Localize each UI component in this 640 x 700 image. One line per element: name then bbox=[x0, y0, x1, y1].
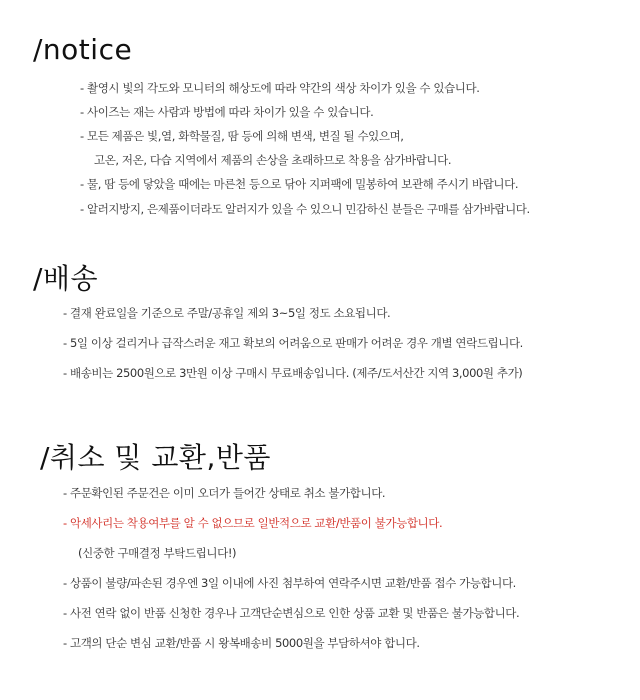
notice-line-6: - 알러지방지, 은제품이더라도 알러지가 있을 수 있으니 민감하신 분들은 구매를 삼가바랍니다. bbox=[80, 202, 530, 216]
notice-line-4: 고온, 저온, 다습 지역에서 제품의 손상을 초래하므로 착용을 삼가바랍니다. bbox=[94, 153, 452, 167]
returns-line-5: - 사전 연락 없이 반품 신청한 경우나 고객단순변심으로 인한 상품 교환 및 반품은 불가능합니다. bbox=[63, 606, 520, 620]
shipping-line-2: - 5일 이상 걸리거나 급작스러운 재고 확보의 어려움으로 판매가 어려운 경우 개별 연락드립니다. bbox=[63, 336, 523, 350]
returns-line-6: - 고객의 단순 변심 교환/반품 시 왕복배송비 5000원을 부담하셔야 합니다. bbox=[63, 636, 420, 650]
notice-line-2: - 사이즈는 재는 사람과 방법에 따라 차이가 있을 수 있습니다. bbox=[80, 105, 374, 119]
notice-heading: /notice bbox=[33, 33, 133, 66]
returns-line-3: (신중한 구매결정 부탁드립니다!) bbox=[78, 546, 237, 560]
shipping-line-1: - 결재 완료일을 기준으로 주말/공휴일 제외 3~5일 정도 소요됩니다. bbox=[63, 306, 391, 320]
notice-line-5: - 물, 땀 등에 닿았을 때에는 마른천 등으로 닦아 지퍼팩에 밀봉하여 보관해 주시기 바랍니다. bbox=[80, 177, 519, 191]
notice-line-3: - 모든 제품은 빛,열, 화학물질, 땀 등에 의해 변색, 변질 될 수있으며, bbox=[80, 129, 404, 143]
notice-line-1: - 촬영시 빛의 각도와 모니터의 해상도에 따라 약간의 색상 차이가 있을 수 있습니다. bbox=[80, 81, 480, 95]
returns-line-4: - 상품이 불량/파손된 경우엔 3일 이내에 사진 첨부하여 연락주시면 교환/반품 접수 가능합니다. bbox=[63, 576, 516, 590]
returns-warning-line: - 악세사리는 착용여부를 알 수 없으므로 일반적으로 교환/반품이 불가능합니다. bbox=[63, 516, 443, 530]
shipping-heading: /배송 bbox=[33, 262, 99, 295]
returns-heading: /취소 및 교환,반품 bbox=[40, 441, 271, 474]
shipping-line-3: - 배송비는 2500원으로 3만원 이상 구매시 무료배송입니다. (제주/도서산간 지역 3,000원 추가) bbox=[63, 366, 523, 380]
returns-line-1: - 주문확인된 주문건은 이미 오더가 들어간 상태로 취소 불가합니다. bbox=[63, 486, 386, 500]
